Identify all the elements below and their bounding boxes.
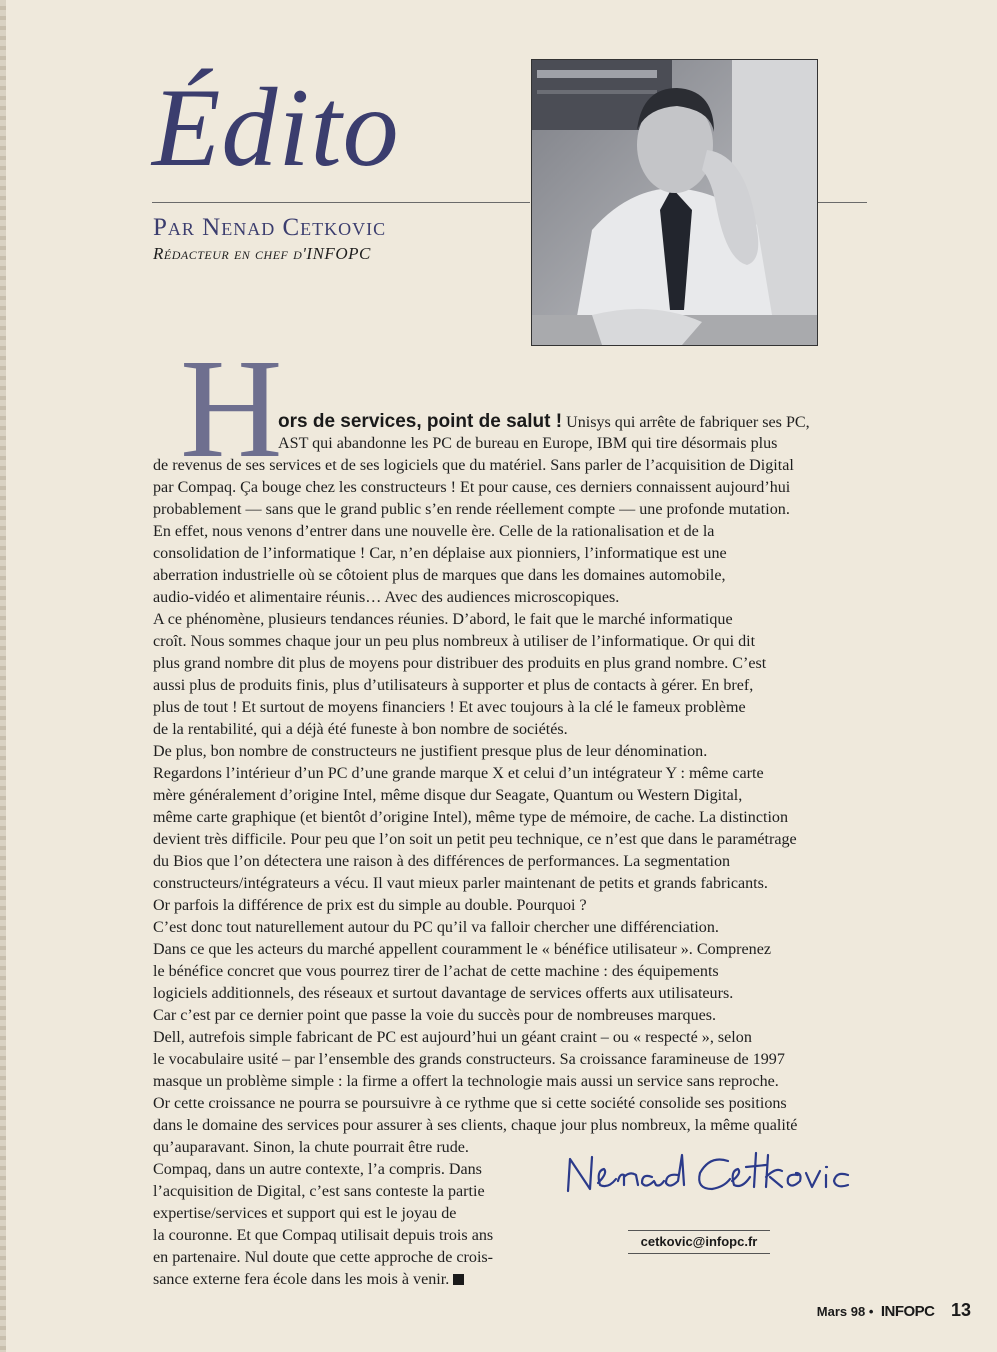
article-line: aberration industrielle où se côtoient plus de marques que dans les domaines automobile, [153, 567, 726, 584]
author-role: Rédacteur en chef d'INFOPC [153, 244, 371, 263]
article-line: de la rentabilité, qui a déjà été funeste à bon nombre de sociétés. [153, 721, 568, 738]
author-name: Nenad Cetkovic [202, 214, 387, 241]
author-portrait-image [532, 60, 817, 345]
author-signature [560, 1145, 850, 1205]
article-line: audio-vidéo et alimentaire réunis… Avec des audiences microscopiques. [153, 589, 620, 606]
header-rule-left [152, 202, 530, 203]
article-line: le vocabulaire usité – par l’ensemble des grands constructeurs. Sa croissance faramineuse de 1997 [153, 1051, 785, 1068]
article-line: aussi plus de produits finis, plus d’utilisateurs à supporter et plus de contacts à gérer. En bref, [153, 677, 754, 694]
page-edge [0, 0, 6, 1352]
author-email[interactable]: cetkovic@infopc.fr [628, 1230, 770, 1254]
article-line: l’acquisition de Digital, c’est sans conteste la partie [153, 1183, 485, 1200]
page-footer [817, 1300, 971, 1321]
page-title: Édito [152, 66, 400, 190]
article-line: par Compaq. Ça bouge chez les constructeurs ! Et pour cause, ces derniers connaissent aujourd’hui [153, 479, 791, 496]
page-number: 13 [950, 1300, 971, 1320]
byline [153, 214, 386, 242]
article-line: Dell, autrefois simple fabricant de PC est aujourd’hui un géant craint – ou « respecté », selon [153, 1029, 752, 1046]
article-line: Dans ce que les acteurs du marché appellent couramment le « bénéfice utilisateur ». Comprenez [153, 941, 772, 958]
article-line: masque un problème simple : la firme a offert la technologie mais aussi un service sans reproche. [153, 1073, 779, 1090]
article-line: probablement — sans que le grand public s’en rende réellement compte — une profonde mutation. [153, 501, 790, 518]
article-line: croît. Nous sommes chaque jour un peu plus nombreux à utiliser de l’informatique. Or qui dit [153, 633, 756, 650]
article-line: devient très difficile. Pour peu que l’on soit un petit peu technique, ce n’est que dans le paramétrage [153, 831, 797, 848]
article-line: logiciels additionnels, des réseaux et surtout davantage de services offerts aux utilisateurs. [153, 985, 734, 1002]
article-line: de revenus de ses services et de ses logiciels que du matériel. Sans parler de l’acquisition de Digital [153, 457, 794, 474]
article-line: plus de tout ! Et surtout de moyens financiers ! Et avec toujours à la clé le fameux problème [153, 699, 746, 716]
drop-cap: H [180, 329, 283, 487]
article-line: AST qui abandonne les PC de bureau en Europe, IBM qui tire désormais plus [278, 435, 778, 452]
article-line: A ce phénomène, plusieurs tendances réunies. D’abord, le fait que le marché informatique [153, 611, 733, 628]
article-line: En effet, nous venons d’entrer dans une nouvelle ère. Celle de la rationalisation et de la [153, 523, 715, 540]
article-line: ors de services, point de salut ! Unisys qui arrête de fabriquer ses PC, [278, 411, 810, 432]
byline-prefix: Par [153, 214, 203, 241]
article-line: Compaq, dans un autre contexte, l’a compris. Dans [153, 1161, 482, 1178]
article-line: plus grand nombre dit plus de moyens pour distribuer des produits en plus grand nombre. C’est [153, 655, 767, 672]
article-lead: ors de services, point de salut ! [278, 411, 563, 432]
article-line: mère généralement d’origine Intel, même disque dur Seagate, Quantum ou Western Digital, [153, 787, 743, 804]
article-line: même carte graphique (et bientôt d’origine Intel), même type de mémoire, de cache. La distinction [153, 809, 789, 826]
article-line: le bénéfice concret que vous pourrez tirer de l’achat de cette machine : des équipements [153, 963, 719, 980]
article-line-last: sance externe fera école dans les mois à venir. [153, 1269, 533, 1291]
article-line: Car c’est par ce dernier point que passe la voie du succès pour de nombreuses marques. [153, 1007, 717, 1024]
article-line: en partenaire. Nul doute que cette approche de crois- [153, 1249, 494, 1266]
article-line: De plus, bon nombre de constructeurs ne justifient presque plus de leur dénomination. [153, 743, 708, 760]
article-line: expertise/services et support qui est le joyau de [153, 1205, 457, 1222]
article-line: Or parfois la différence de prix est du simple au double. Pourquoi ? [153, 897, 587, 914]
article-line: qu’auparavant. Sinon, la chute pourrait être rude. [153, 1139, 469, 1156]
article-line: constructeurs/intégrateurs a vécu. Il vaut mieux parler maintenant de petits et grands fabricants. [153, 875, 768, 892]
article-line: Or cette croissance ne pourra se poursuivre à ce rythme que si cette société consolide ses positions [153, 1095, 787, 1112]
article-line: C’est donc tout naturellement autour du PC qu’il va falloir chercher une différenciation. [153, 919, 719, 936]
article-line: consolidation de l’informatique ! Car, n’en déplaise aux pionniers, l’informatique est une [153, 545, 727, 562]
end-of-article-square-icon [453, 1274, 464, 1285]
header-rule-right [818, 202, 867, 203]
article-line: la couronne. Et que Compaq utilisait depuis trois ans [153, 1227, 494, 1244]
issue-date: Mars 98 • [816, 1304, 874, 1319]
magazine-logo: INFOPC [880, 1303, 935, 1320]
article-line: Regardons l’intérieur d’un PC d’une grande marque X et celui d’un intégrateur Y : même carte [153, 765, 764, 782]
author-photo [531, 59, 818, 346]
article-line: du Bios que l’on détectera une raison à des différences de performances. La segmentation [153, 853, 731, 870]
article-line: dans le domaine des services pour assurer à ses clients, chaque jour plus nombreux, la même qualité [153, 1117, 798, 1134]
